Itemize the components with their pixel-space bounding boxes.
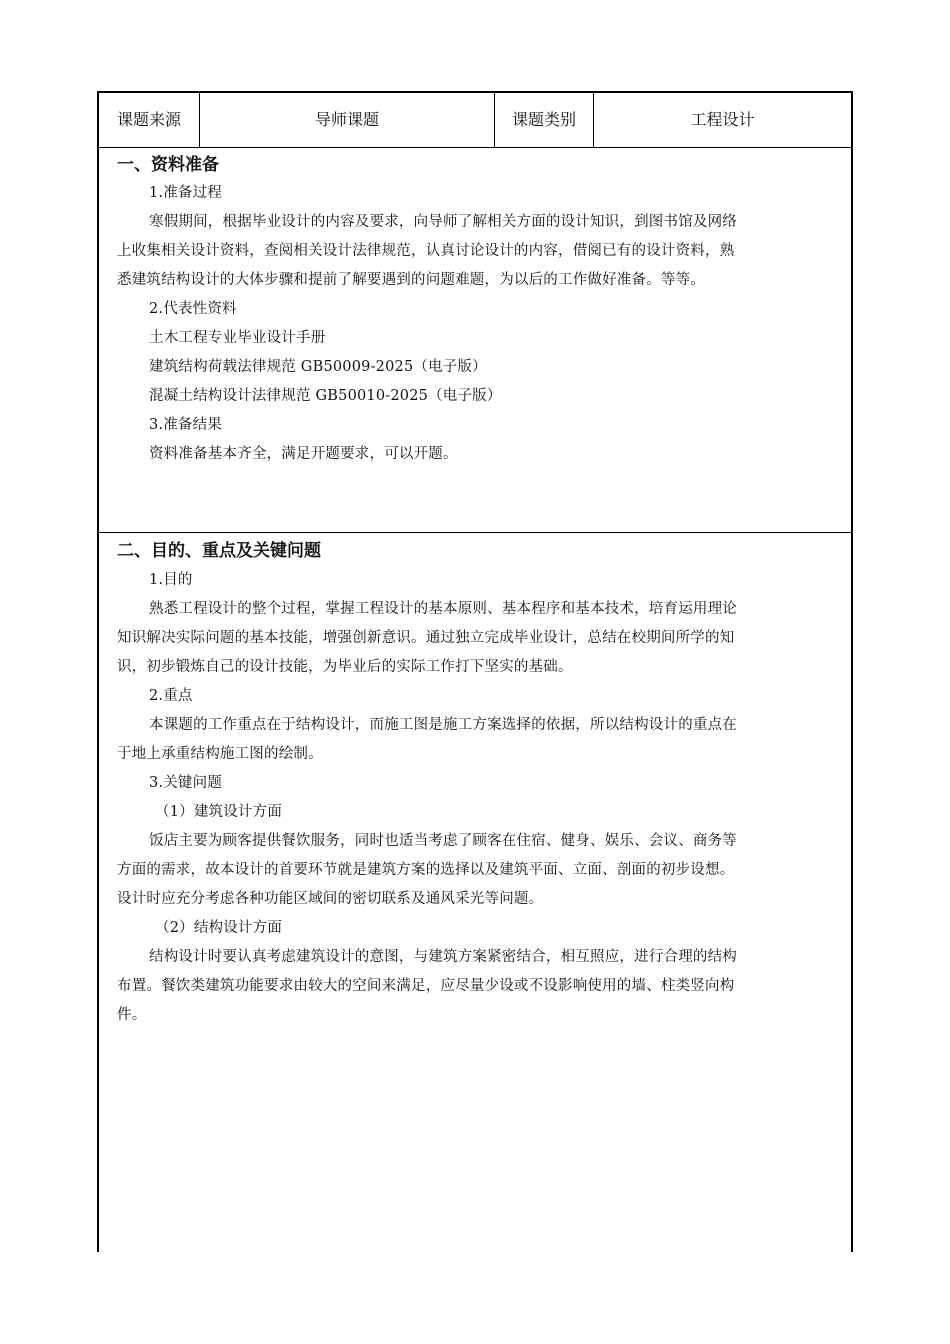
paragraph-line: 结构设计时要认真考虑建筑设计的意图，与建筑方案紧密结合，相互照应，进行合理的结构 [149, 949, 737, 965]
source-label: 课题来源 [116, 110, 181, 129]
paragraph-line: 方面的需求，故本设计的首要环节就是建筑方案的选择以及建筑平面、立面、剖面的初步设想。 [117, 862, 735, 878]
paragraph-line: 于地上承重结构施工图的绘制。 [117, 746, 323, 762]
paragraph-line: 知识解决实际问题的基本技能，增强创新意识。通过独立完成毕业设计，总结在校期间所学的知 [117, 630, 735, 646]
subheading: 3.准备结果 [149, 417, 223, 433]
header-row [99, 93, 851, 148]
paragraph-line: 布置。餐饮类建筑功能要求由较大的空间来满足，应尽量少设或不设影响使用的墙、柱类竖向构 [117, 978, 735, 994]
subheading: 2.代表性资料 [149, 301, 237, 317]
proposal-form [97, 91, 853, 1252]
section-title: 二、目的、重点及关键问题 [117, 541, 321, 561]
category-value: 工程设计 [690, 110, 755, 129]
subheading: （1）建筑设计方面 [155, 804, 283, 820]
paragraph-line: 资料准备基本齐全，满足开题要求，可以开题。 [149, 446, 458, 462]
category-label: 课题类别 [511, 110, 576, 129]
subheading: （2）结构设计方面 [155, 920, 283, 936]
paragraph-line: 上收集相关设计资料，查阅相关设计法律规范，认真讨论设计的内容，借阅已有的设计资料，熟 [117, 243, 735, 259]
reference-item: 土木工程专业毕业设计手册 [149, 330, 326, 346]
paragraph-line: 悉建筑结构设计的大体步骤和提前了解要遇到的问题难题，为以后的工作做好准备。等等。 [117, 272, 705, 288]
reference-item: 混凝土结构设计法律规范 GB50010-2025（电子版） [149, 388, 502, 404]
subheading: 1.准备过程 [149, 185, 223, 201]
subheading: 3.关键问题 [149, 775, 223, 791]
paragraph-line: 熟悉工程设计的整个过程，掌握工程设计的基本原则、基本程序和基本技术，培育运用理论 [149, 601, 737, 617]
section-goals [99, 534, 851, 1252]
section-materials [99, 148, 851, 533]
reference-item: 建筑结构荷载法律规范 GB50009-2025（电子版） [149, 359, 487, 375]
source-value: 导师课题 [314, 110, 379, 129]
paragraph-line: 本课题的工作重点在于结构设计，而施工图是施工方案选择的依据，所以结构设计的重点在 [149, 717, 737, 733]
paragraph-line: 件。 [117, 1007, 147, 1023]
subheading: 2.重点 [149, 688, 193, 704]
paragraph-line: 饭店主要为顾客提供餐饮服务，同时也适当考虑了顾客在住宿、健身、娱乐、会议、商务等 [149, 833, 737, 849]
subheading: 1.目的 [149, 572, 193, 588]
paragraph-line: 识，初步锻炼自己的设计技能，为毕业后的实际工作打下坚实的基础。 [117, 659, 573, 675]
section-title: 一、资料准备 [117, 155, 219, 175]
paragraph-line: 寒假期间，根据毕业设计的内容及要求，向导师了解相关方面的设计知识，到图书馆及网络 [149, 214, 737, 230]
paragraph-line: 设计时应充分考虑各种功能区域间的密切联系及通风采光等问题。 [117, 891, 544, 907]
